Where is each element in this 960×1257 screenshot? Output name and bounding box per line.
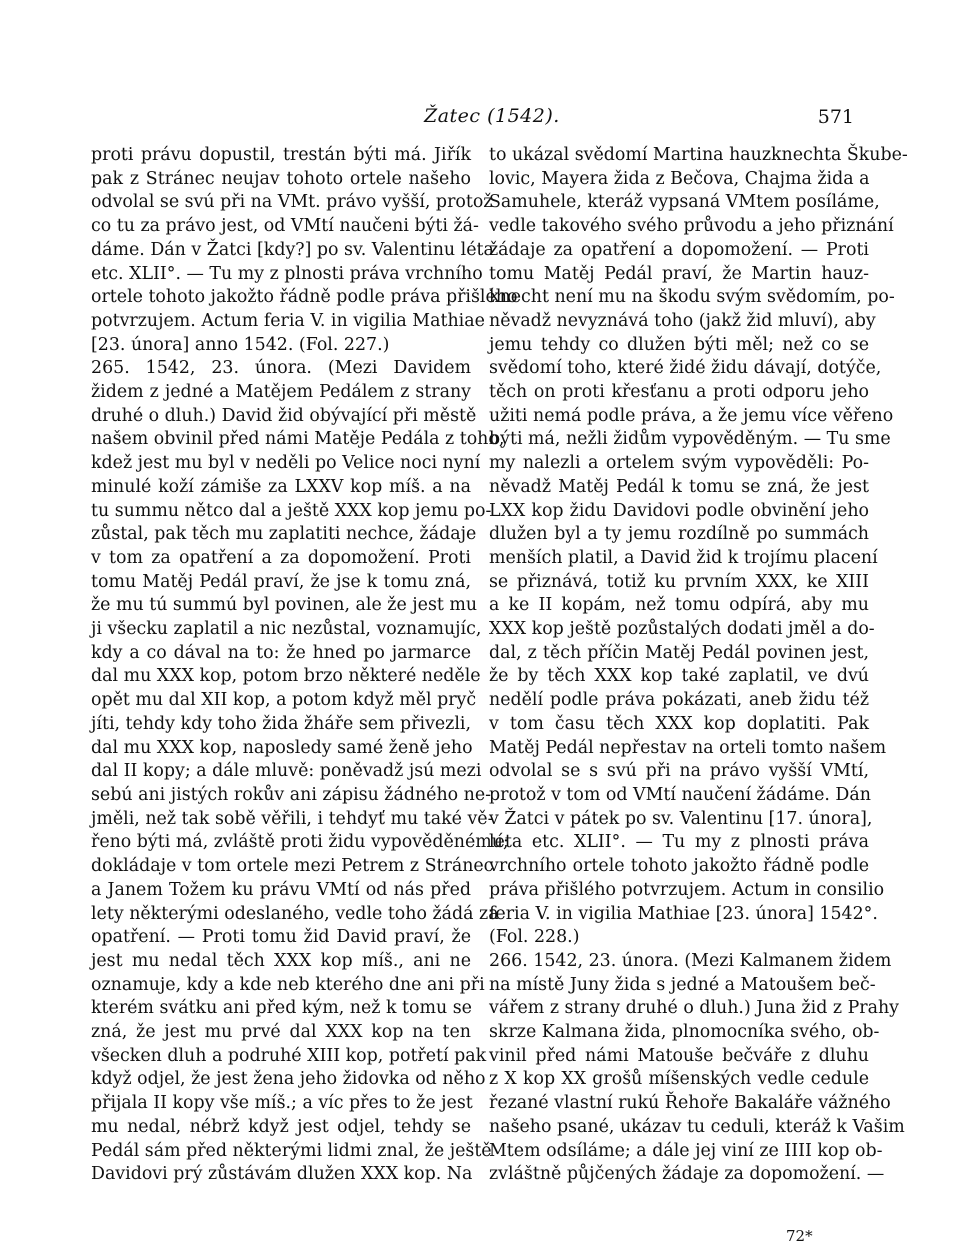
text-line: kdy a co dával na to: že hned po jarmarce xyxy=(91,642,471,663)
text-line: z X kop XX grošů míšenských vedle cedule xyxy=(489,1069,869,1090)
text-line: vedle takového svého průvodu a jeho přiznání xyxy=(489,216,894,237)
text-line: vinil před námi Matouše bečváře z dluhu xyxy=(489,1045,869,1066)
text-line: odvolal se svú při na VMt. právo vyšší, protož xyxy=(91,192,493,213)
text-line: druhé o dluh.) David žid obývající při městě xyxy=(91,405,477,426)
text-line: skrze Kalmana žida, plnomocníka svého, ob- xyxy=(489,1022,880,1043)
text-line: kdež jest mu byl v neděli po Velice noci nyní xyxy=(91,453,481,474)
text-line: protož v tom od VMtí naučení žádáme. Dán xyxy=(489,784,871,805)
text-line: že mu tú summú byl povinen, ale že jest mu xyxy=(91,595,478,616)
text-line: vářem z strany druhé o dluh.) Juna žid z Prahy xyxy=(489,998,900,1019)
text-line: (Fol. 228.) xyxy=(489,927,580,948)
text-line: našeho psané, ukázav tu ceduli, kteráž k Vašim xyxy=(489,1116,905,1137)
text-line: zvláštně půjčených žádaje za dopomožení. — xyxy=(489,1164,885,1185)
text-line: opatření. — Proti tomu žid David praví, že xyxy=(91,927,471,948)
text-line: 265. 1542, 23. února. (Mezi Davidem xyxy=(91,358,471,379)
text-line: žádaje za opatření a dopomožení. — Proti xyxy=(489,239,869,260)
text-line: přijala II kopy vše míš.; a víc přes to že jest xyxy=(91,1093,473,1114)
text-line: všecken dluh a podruhé XIII kop, potřetí pak xyxy=(91,1045,487,1066)
text-line: práva přišlého potvrzujem. Actum in consilio xyxy=(489,879,885,900)
text-line: tomu Matěj Pedál praví, že Martin hauz- xyxy=(489,263,869,284)
text-line: svědomí toho, které židé židu dávají, dotýče, xyxy=(489,358,882,379)
right-text-column xyxy=(489,144,908,1187)
text-line: dal, z těch příčin Matěj Pedál povinen jest, xyxy=(489,642,869,663)
text-line: dlužen byl a ty jemu rozdílně po summách xyxy=(489,524,869,545)
left-text-column xyxy=(91,144,518,1187)
text-line: tu summu nětco dal a ještě XXX kop jemu po- xyxy=(91,500,492,521)
text-line: mu nedal, nébrž když jest odjel, tehdy se xyxy=(91,1116,471,1137)
text-line: sebú ani jistých rokův ani zápisu žádného ne- xyxy=(91,784,492,805)
text-line: vrchního ortele tohoto jakožto řádně podle xyxy=(489,856,869,877)
text-line: proti právu dopustil, trestán býti má. Jiřík xyxy=(91,145,471,165)
text-line: opět mu dal XII kop, a potom když měl pryč xyxy=(91,690,477,711)
text-line: židem z jedné a Matějem Pedálem z strany xyxy=(91,382,471,403)
text-line: se přiznává, totiž ku prvním XXX, ke XIII xyxy=(489,571,869,592)
text-line: dal II kopy; a dále mluvě: poněvadž jsú mezi xyxy=(91,761,482,782)
text-line: tomu Matěj Pedál praví, že jse k tomu zná, xyxy=(91,571,471,592)
text-line: léta etc. XLII°. — Tu my z plnosti práva xyxy=(489,832,869,853)
text-line: těch on proti křesťanu a proti odporu jeho xyxy=(489,382,869,403)
text-line: v tom času těch XXX kop doplatiti. Pak xyxy=(489,713,869,734)
text-line: Pedál sám před některými lidmi znal, že ještě xyxy=(91,1140,492,1161)
text-line: dal mu XXX kop, potom brzo některé neděle xyxy=(91,666,481,687)
text-line: zná, že jest mu prvé dal XXX kop na ten xyxy=(91,1022,471,1043)
text-line: zůstal, pak těch mu zaplatiti nechce, žádaje xyxy=(91,524,477,545)
text-line: nedělí podle práva pokázati, aneb židu též xyxy=(489,690,869,711)
text-line: my nalezli a ortelem svým vypověděli: Po- xyxy=(489,453,869,474)
text-line: ji všecku zaplatil a nic nezůstal, voznamujíc, xyxy=(91,619,482,640)
text-line: jíti, tehdy kdy toho žida žháře sem přivezli, xyxy=(91,713,471,734)
text-line: našem obvinil před námi Matěje Pedála z toho, xyxy=(91,429,505,450)
text-line: na místě Juny žida s jedné a Matoušem beč- xyxy=(489,974,876,995)
text-line: když odjel, že jest žena jeho židovka od něho xyxy=(91,1069,486,1090)
printer-signature: 72* xyxy=(786,1227,813,1245)
text-line: minulé koží zámiše za LXXV kop míš. a na xyxy=(91,476,471,497)
text-line: pak z Stránec neujav tohoto ortele našeho xyxy=(91,168,471,189)
text-line: dal mu XXX kop, naposledy samé ženě jeho xyxy=(91,737,473,758)
text-line: Matěj Pedál nepřestav na orteli tomto našem xyxy=(489,737,887,758)
text-line: ortele tohoto jakožto řádně podle práva přišlého xyxy=(91,287,518,308)
text-line: v Žatci v pátek po sv. Valentinu [17. února], xyxy=(489,808,873,829)
text-line: a ke II kopám, než tomu odpírá, aby mu xyxy=(489,595,869,616)
text-line: lety některými odeslaného, vedle toho žádá za xyxy=(91,903,499,924)
text-line: odvolal se s svú při na právo vyšší VMtí, xyxy=(489,761,869,782)
text-line: feria V. in vigilia Mathiae [23. února] 1542°. xyxy=(489,903,878,924)
text-line: to ukázal svědomí Martina hauzknechta Škube- xyxy=(489,145,908,165)
text-line: dáme. Dán v Žatci [kdy?] po sv. Valentinu léta xyxy=(91,239,494,260)
text-line: býti má, nežli židům vypověděným. — Tu sme xyxy=(489,429,891,450)
text-line: jest mu nedal těch XXX kop míš., ani ne xyxy=(91,950,471,971)
text-line: [23. února] anno 1542. (Fol. 227.) xyxy=(91,334,390,355)
page-number: 571 xyxy=(817,106,854,128)
text-line: něvadž nevyznává toho (jakž žid mluví), aby xyxy=(489,310,876,331)
text-line: knecht není mu na škodu svým svědomím, po- xyxy=(489,287,895,308)
text-line: oznamuje, kdy a kde neb kterého dne ani při xyxy=(91,974,485,995)
text-line: 266. 1542, 23. února. (Mezi Kalmanem židem xyxy=(489,950,892,971)
text-line: lovic, Mayera žida z Bečova, Chajma žida a xyxy=(489,168,870,189)
text-line: kterém svátku ani před kým, než k tomu se xyxy=(91,998,472,1019)
text-line: jměli, než tak sobě věřili, i tehdyť mu také vě- xyxy=(91,808,494,829)
text-line: co tu za právo jest, od VMtí naučeni býti žá- xyxy=(91,216,479,237)
text-line: Mtem odsíláme; a dále jej viní ze IIII kop ob- xyxy=(489,1140,883,1161)
text-line: menších platil, a David žid k trojímu placení xyxy=(489,547,878,568)
text-line: a Janem Tožem ku právu VMtí od nás před xyxy=(91,879,471,900)
text-line: LXX kop židu Davidovi podle obvinění jeho xyxy=(489,500,869,521)
text-line: užiti nemá podle práva, a že jemu více věřeno xyxy=(489,405,894,426)
text-line: v tom za opatření a za dopomožení. Proti xyxy=(91,547,471,568)
text-line: etc. XLII°. — Tu my z plnosti práva vrchního xyxy=(91,263,483,284)
text-line: řeno býti má, zvláště proti židu vypověděnému; xyxy=(91,832,509,853)
text-line: XXX kop ještě pozůstalých dodati jměl a do- xyxy=(489,619,875,640)
text-line: dokládaje v tom ortele mezi Petrem z Stránec xyxy=(91,856,494,877)
text-line: potvrzujem. Actum feria V. in vigilia Mathiae xyxy=(91,310,485,331)
text-line: Samuhele, kteráž vypsaná VMtem posíláme, xyxy=(489,192,880,213)
text-line: že by těch XXX kop také zaplatil, ve dvú xyxy=(489,666,869,687)
text-line: něvadž Matěj Pedál k tomu se zná, že jest xyxy=(489,476,869,497)
running-header-title: Žatec (1542). xyxy=(424,105,560,127)
text-line: jemu tehdy co dlužen býti měl; než co se xyxy=(489,334,869,355)
text-line: Davidovi prý zůstávám dlužen XXX kop. Na xyxy=(91,1164,473,1185)
text-line: řezané vlastní rukú Řehoře Bakaláře vážného xyxy=(489,1093,891,1114)
